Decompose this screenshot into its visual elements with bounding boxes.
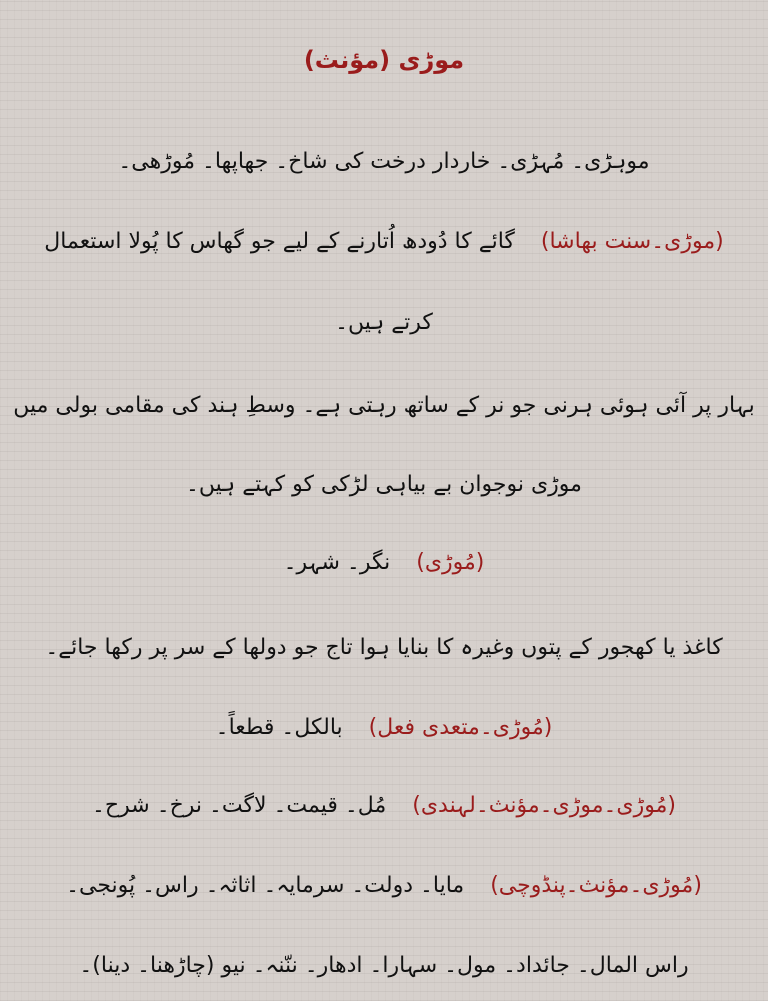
definition-line-10 — [0, 866, 768, 906]
definition-line-7 — [0, 628, 768, 668]
definition-line-11 — [0, 946, 768, 986]
definition-text: موڑی نوجوان بے بیاہی لڑکی کو کہتے ہیں۔ — [186, 472, 582, 497]
definition-line-8 — [0, 708, 768, 748]
definition-line-3 — [0, 303, 768, 343]
entry-title: موڑی (مؤنث) — [303, 46, 465, 74]
definition-line-5 — [0, 465, 768, 505]
definition-text: نگر۔ شہر۔ — [283, 550, 391, 575]
definition-text: راس المال۔ جائداد۔ مول۔ سہارا۔ ادھار۔ ننّنہ۔ نیو (چاڑھنا۔ دینا)۔ — [79, 953, 689, 978]
grammar-label: (مُوڑی۔موڑی۔مؤنث۔لہندی) — [412, 793, 676, 818]
definition-text: مایا۔ دولت۔ سرمایہ۔ اثاثہ۔ راس۔ پُونجی۔ — [66, 873, 465, 898]
definition-line-6 — [0, 543, 768, 583]
grammar-label: (موڑی۔سنت بھاشا) — [540, 229, 724, 254]
definition-text: موہڑی۔ مُہڑی۔ خاردار درخت کی شاخ۔ جھاپھا۔ مُوڑھی۔ — [118, 149, 650, 174]
grammar-label: (مُوڑی۔مؤنث۔پنڈوچی) — [490, 873, 702, 898]
grammar-label: (مُوڑی) — [416, 550, 485, 575]
definition-text: کرتے ہیں۔ — [335, 310, 433, 335]
definition-line-4 — [0, 386, 768, 426]
definition-text: کاغذ یا کھجور کے پتوں وغیرہ کا بنایا ہوا تاج جو دولھا کے سر پر رکھا جائے۔ — [45, 635, 723, 660]
definition-text: بالکل۔ قطعاً۔ — [215, 715, 343, 740]
definition-line-2 — [0, 222, 768, 262]
definition-text: گائے کا دُودھ اُتارنے کے لیے جو گھاس کا پُولا استعمال — [44, 229, 515, 254]
definition-text: مُل۔ قیمت۔ لاگت۔ نرخ۔ شرح۔ — [92, 793, 387, 818]
definition-line-9 — [0, 786, 768, 826]
grammar-label: (مُوڑی۔متعدی فعل) — [368, 715, 553, 740]
definition-line-1 — [0, 142, 768, 182]
definition-text: بہار پر آئی ہوئی ہرنی جو نر کے ساتھ رہتی ہے۔ وسطِ ہند کی مقامی بولی میں — [13, 393, 755, 418]
